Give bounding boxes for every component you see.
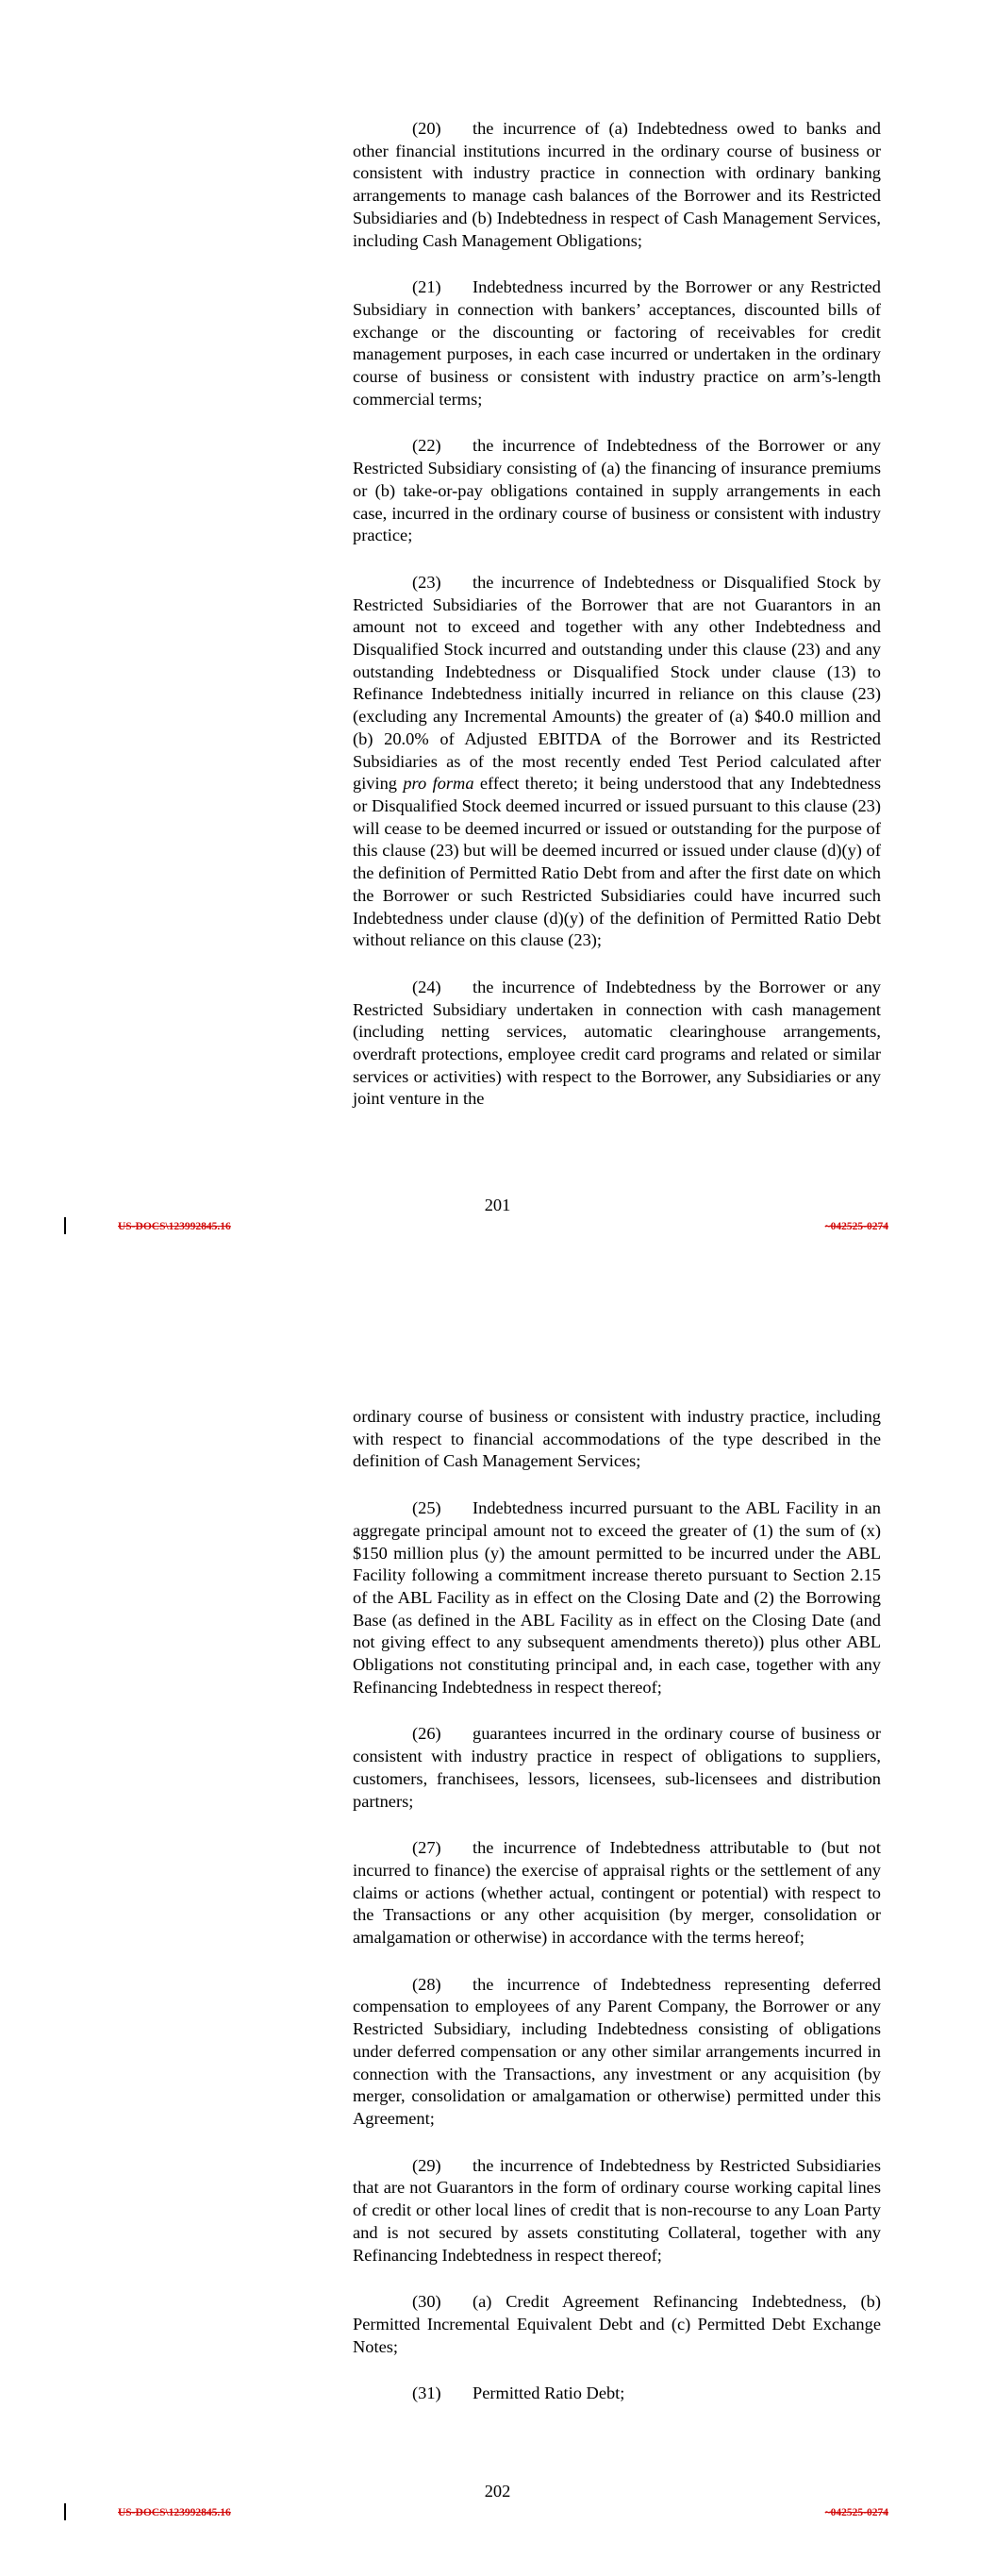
footer-matter-number: ~042525-0274 [824,2507,888,2518]
clause-number: (31) [412,2384,441,2403]
change-bar [64,2503,66,2520]
pro-forma-italic: pro forma [403,774,474,794]
paragraph-30 [353,2291,881,2358]
paragraph-22 [353,435,881,547]
footer-doc-id: US-DOCS\123992845.16 [118,1221,231,1232]
footer-doc-id: US-DOCS\123992845.16 [118,2507,231,2518]
paragraph-29 [353,2155,881,2267]
clause-number: (25) [412,1498,441,1518]
clause-text: (a) Credit Agreement Refinancing Indebtedness, (b) Permitted Incremental Equivalent Debt and (c) Permitted Debt Exchange Notes; [353,2292,881,2356]
clause-text: Indebtedness incurred pursuant to the ABL Facility in an aggregate principal amount not to exceed the greater of (1) the sum of (x) $150 million plus (y) the amount permitted to be incurred under the ABL Facility following a commitment increase thereto pursuant to Section 2.15 of the ABL Facility as in effect on the Closing Date and (2) the Borrowing Base (as defined in the ABL Facility as in effect on the Closing Date (and not giving effect to any subsequent amendments thereto)) plus other ABL Obligations not constituting principal and, in each case, together with any Refinancing Indebtedness in respect thereof; [353,1498,881,1697]
paragraph-21 [353,276,881,410]
clause-text: the incurrence of Indebtedness by Restricted Subsidiaries that are not Guarantors in the form of ordinary course working capital lines of credit or other local lines of credit that is non-recourse to any Loan Party and is not secured by assets constituting Collateral, together with any Refinancing Indebtedness in respect thereof; [353,2155,881,2265]
paragraph-25 [353,1497,881,1698]
paragraph-continuation: ordinary course of business or consistent with industry practice, including with respect to financial accommodations of the type described in the definition of Cash Management Services; [353,1407,881,1471]
paragraph-31 [353,2383,881,2405]
clause-text: guarantees incurred in the ordinary course of business or consistent with industry practice in respect of obligations to suppliers, customers, franchisees, lessors, licensees, sub-licensees and distribution partners; [353,1724,881,1811]
clause-number: (24) [412,977,441,996]
paragraph-20 [353,118,881,252]
clause-number: (28) [412,1974,441,1994]
page-202 [0,1288,995,2576]
clause-number: (30) [412,2292,441,2312]
paragraph-26 [353,1723,881,1813]
clause-text: the incurrence of Indebtedness attributable to (but not incurred to finance) the exercise of appraisal rights or the settlement of any claims or actions (whether actual, contingent or potential) with respect to the Transactions or any other acquisition (by merger, consolidation or amalgamation or otherwise) in accordance with the terms hereof; [353,1838,881,1948]
clause-number: (29) [412,2155,441,2175]
footer-matter-number: ~042525-0274 [824,1221,888,1232]
page-number: 202 [484,2482,511,2501]
clause-text: the incurrence of Indebtedness by the Borrower or any Restricted Subsidiary undertaken in connection with cash management (including netting services, automatic clearinghouse arrangements, overdraft protections, employee credit card programs and related or similar services or activities) with respect to the Borrower, any Subsidiaries or any joint venture in the [353,977,881,1109]
clause-text: the incurrence of (a) Indebtedness owed to banks and other financial institutions incurred in the ordinary course of business or consistent with industry practice in connection with ordinary banking arrangements to manage cash balances of the Borrower and its Restricted Subsidiaries and (b) Indebtedness in respect of Cash Management Services, including Cash Management Obligations; [353,119,881,250]
clause-number: (21) [412,277,441,297]
change-bar [64,1217,66,1234]
paragraph-23 [353,572,881,952]
page-202-body [353,1406,881,2430]
paragraph-24 [353,977,881,1111]
clause-number: (20) [412,119,441,138]
clause-number: (26) [412,1724,441,1744]
clause-text: the incurrence of Indebtedness of the Borrower or any Restricted Subsidiary consisting of (a) the financing of insurance premiums or (b) take-or-pay obligations contained in supply arrangements in each case, incurred in the ordinary course of business or consistent with industry practice; [353,436,881,545]
page-number: 201 [484,1196,511,1214]
clause-text: Permitted Ratio Debt; [473,2384,625,2403]
clause-text: the incurrence of Indebtedness representing deferred compensation to employees of any Parent Company, the Borrower or any Restricted Subsidiary, including Indebtedness consisting of obligations under deferred compensation or any other similar arrangements incurred in connection with the Transactions, any investment or any acquisition (by merger, consolidation or amalgamation or otherwise) permitted under this Agreement; [353,1974,881,2128]
clause-text-after: effect thereto; it being understood that any Indebtedness or Disqualified Stock deemed incurred or issued pursuant to this clause (23) will cease to be deemed incurred or issued or outstanding for the purpose of this clause (23) but will be deemed incurred or issued under clause (d)(y) of the definition of Permitted Ratio Debt from and after the first date on which the Borrower or such Restricted Subsidiaries could have incurred such Indebtedness under clause (d)(y) of the definition of Permitted Ratio Debt without reliance on this clause (23); [353,774,881,950]
paragraph-27 [353,1837,881,1949]
paragraph-28 [353,1974,881,2131]
clause-number: (23) [412,572,441,592]
clause-number: (27) [412,1838,441,1858]
clause-number: (22) [412,436,441,456]
clause-text: Indebtedness incurred by the Borrower or any Restricted Subsidiary in connection with bankers’ acceptances, discounted bills of exchange or the discounting or factoring of receivables for credit management purposes, in each case incurred or undertaken in the ordinary course of business or consistent with industry practice on arm’s-length commercial terms; [353,277,881,409]
clause-text-before: the incurrence of Indebtedness or Disqualified Stock by Restricted Subsidiaries of the Borrower that are not Guarantors in an amount not to exceed and together with any other Indebtedness and Disqualified Stock incurred and outstanding under this clause (23) and any outstanding Indebtedness or Disqualified Stock under clause (13) to Refinance Indebtedness initially incurred in reliance on this clause (23) (excluding any Incremental Amounts) the greater of (a) $40.0 million and (b) 20.0% of Adjusted EBITDA of the Borrower and its Restricted Subsidiaries as of the most recently ended Test Period calculated after giving [353,572,881,794]
page-201-body [353,118,881,1135]
